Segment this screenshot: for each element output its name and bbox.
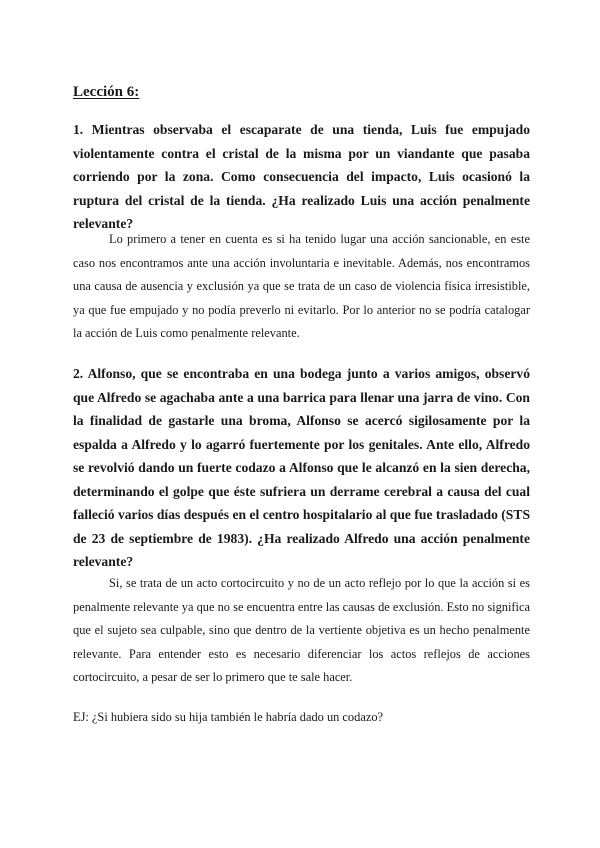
answer-2 bbox=[73, 572, 530, 690]
lesson-title: Lección 6: bbox=[73, 84, 140, 100]
question-1: 1. Mientras observaba el escaparate de una tienda, Luis fue empujado violentamente contra el cristal de la misma por un viandante que pasaba corriendo por la zona. Como consecuencia del impacto, Luis ocasionó la ruptura del cristal de la tienda. ¿Ha realizado Luis una acción penalmente relevante? bbox=[73, 122, 530, 231]
example-note: EJ: ¿Si hubiera sido su hija también le habría dado un codazo? bbox=[73, 710, 384, 724]
question-2: 2. Alfonso, que se encontraba en una bodega junto a varios amigos, observó que Alfredo se agachaba ante a una barrica para llenar una jarra de vino. Con la finalidad de gastarle una broma, Alfonso se acercó sigilosamente por la espalda a Alfredo y lo agarró fuertemente por los genitales. Ante ello, Alfredo se revolvió dando un fuerte codazo a Alfonso que le alcanzó en la sien derecha, determinando el golpe que éste sufriera un derrame cerebral a causa del cual falleció varios días después en el centro hospitalario al que fue trasladado (STS de 23 de septiembre de 1983). ¿Ha realizado Alfredo una acción penalmente relevante? bbox=[73, 366, 530, 569]
answer-2-text: Si, se trata de un acto cortocircuito y no de un acto reflejo por lo que la acción si es penalmente relevante ya que no se encuentra entre las causas de exclusión. Esto no significa que el sujeto sea culpable, sino que dentro de la vertiente objetiva es un hecho penalmente relevante. Para entender esto es necesario diferenciar los actos reflejos de acciones cortocircuito, a pesar de ser lo primero que te sale hacer. bbox=[73, 576, 530, 685]
answer-1-text: Lo primero a tener en cuenta es si ha tenido lugar una acción sancionable, en este caso nos encontramos ante una acción involuntaria e inevitable. Además, nos encontramos una causa de ausencia y exclusión ya que se trata de un caso de violencia física irresistible, ya que fue empujado y no podía preverlo ni evitarlo. Por lo anterior no se podría catalogar la acción de Luis como penalmente relevante. bbox=[73, 232, 530, 341]
answer-1 bbox=[73, 228, 530, 346]
